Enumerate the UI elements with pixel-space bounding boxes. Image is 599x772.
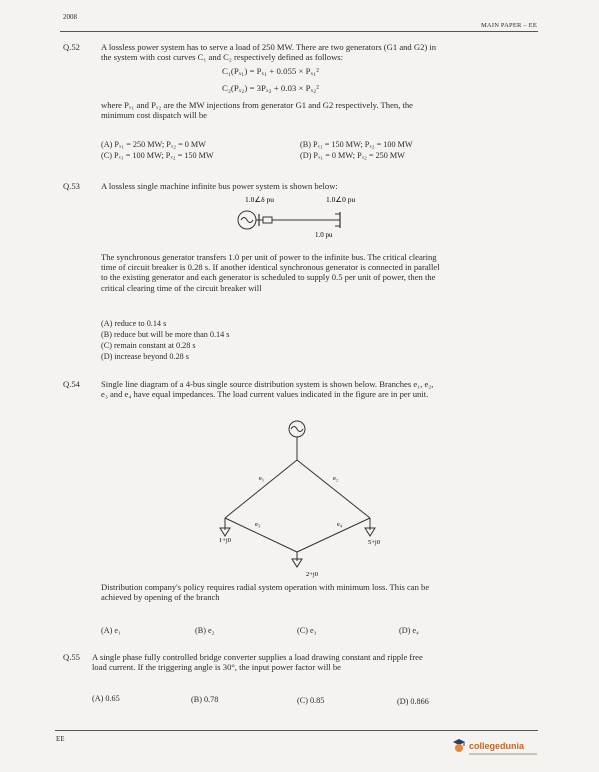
- smib-diagram: [225, 192, 365, 242]
- branch-label-e1: e₁: [259, 475, 265, 482]
- option-d[interactable]: (D) Pₓ₁ = 0 MW; Pₓ₂ = 250 MW: [300, 151, 405, 160]
- question-text: A lossless single machine infinite bus power system is shown below:: [101, 181, 338, 191]
- load-label-left: 1+j0: [219, 537, 231, 544]
- text-line: to the existing generator and each generator is scheduled to supply 0.5 per unit of power, then the: [101, 272, 436, 283]
- branch-label-e3: e₃: [255, 521, 261, 528]
- question-text: [92, 652, 542, 672]
- option-b[interactable]: (B) e₂: [195, 626, 215, 635]
- branch-label-e4: e₄: [337, 521, 343, 528]
- diagram-label-generator-voltage: 1.0∠δ pu: [245, 195, 275, 204]
- option-c[interactable]: (C) e₃: [297, 626, 317, 635]
- text-line: A single phase fully controlled bridge converter supplies a load drawing constant and ripple free: [92, 652, 423, 662]
- footer-rule: [55, 730, 538, 731]
- branch-e4: [297, 518, 370, 552]
- graduate-icon: [452, 738, 466, 754]
- text-line: e₃ and e₄ have equal impedances. The load current values indicated in the figure are in per unit.: [101, 389, 429, 400]
- question-text: [101, 100, 541, 120]
- question-text: [101, 379, 541, 399]
- text-line: where Pₓ₁ and Pₓ₂ are the MW injections from generator G1 and G2 respectively. Then, the: [101, 100, 413, 110]
- option-a[interactable]: (A) reduce to 0.14 s: [101, 319, 167, 328]
- text-line: minimum cost dispatch will be: [101, 110, 207, 121]
- distribution-network-diagram: [205, 418, 405, 583]
- footer-label: EE: [56, 735, 65, 743]
- branch-e1: [225, 460, 297, 518]
- question-number: Q.55: [63, 652, 80, 662]
- question-text: [101, 582, 541, 602]
- text-line: A lossless power system has to serve a load of 250 MW. There are two generators (G1 and G2) in: [101, 42, 437, 52]
- option-d[interactable]: (D) increase beyond 0.28 s: [101, 352, 189, 361]
- question-number: Q.54: [63, 379, 80, 389]
- text-line: load current. If the triggering angle is 30°, the input power factor will be: [92, 662, 341, 673]
- question-text: [101, 42, 541, 62]
- sine-icon: [291, 427, 303, 432]
- equation: C₁(Pₓ₁) = Pₓ₁ + 0.055 × Pₓ₁²: [222, 66, 319, 76]
- option-c[interactable]: (C) remain constant at 0.28 s: [101, 341, 196, 350]
- text-line: Single line diagram of a 4-bus single source distribution system is shown below. Branches e₁, e₂,: [101, 379, 434, 389]
- question-number: Q.53: [63, 181, 80, 191]
- header-paper-title: MAIN PAPER – EE: [480, 22, 537, 29]
- option-d[interactable]: (D) 0.866: [397, 697, 429, 706]
- question-number: Q.52: [63, 42, 80, 52]
- breaker-symbol: [263, 217, 272, 223]
- header-year: 2008: [63, 13, 77, 21]
- branch-e2: [297, 460, 370, 518]
- branch-label-e2: e₂: [333, 475, 339, 482]
- text-line: Distribution company's policy requires radial system operation with minimum loss. This can be: [101, 582, 430, 592]
- option-b[interactable]: (B) 0.78: [191, 695, 219, 704]
- logo-text: collegedunia: [469, 741, 525, 751]
- collegedunia-logo: [452, 738, 524, 754]
- branch-e3: [225, 518, 297, 552]
- option-b[interactable]: (B) Pₓ₁ = 150 MW; Pₓ₂ = 100 MW: [300, 140, 413, 149]
- text-line: time of circuit breaker is 0.28 s. If another identical synchronous generator is connected in parallel: [101, 262, 440, 273]
- diagram-label-reactance: 1.0 pu: [315, 231, 333, 239]
- text-line: The synchronous generator transfers 1.0 per unit of power to the infinite bus. The critical clearing: [101, 252, 437, 262]
- sine-icon: [241, 218, 253, 223]
- text-line: the system with cost curves C₁ and C₂ respectively defined as follows:: [101, 52, 344, 63]
- diagram-label-bus-voltage: 1.0∠0 pu: [326, 195, 356, 204]
- load-label-bottom: 2+j0: [306, 571, 318, 578]
- option-a[interactable]: (A) e₁: [101, 626, 121, 635]
- equation: C₂(Pₓ₂) = 3Pₓ₂ + 0.03 × Pₓ₂²: [222, 83, 319, 93]
- text-line: achieved by opening of the branch: [101, 592, 220, 603]
- option-a[interactable]: (A) Pₓ₁ = 250 MW; Pₓ₂ = 0 MW: [101, 140, 206, 149]
- question-text: [101, 252, 541, 293]
- header-rule: [60, 31, 538, 32]
- option-b[interactable]: (B) reduce but will be more than 0.14 s: [101, 330, 230, 339]
- text-line: critical clearing time of the circuit breaker will: [101, 282, 262, 293]
- logo-tagline: [469, 753, 537, 755]
- option-c[interactable]: (C) Pₓ₁ = 100 MW; Pₓ₂ = 150 MW: [101, 151, 214, 160]
- option-d[interactable]: (D) e₄: [399, 626, 419, 635]
- option-a[interactable]: (A) 0.65: [92, 694, 120, 703]
- option-c[interactable]: (C) 0.85: [297, 696, 325, 705]
- load-label-right: 5+j0: [368, 539, 380, 546]
